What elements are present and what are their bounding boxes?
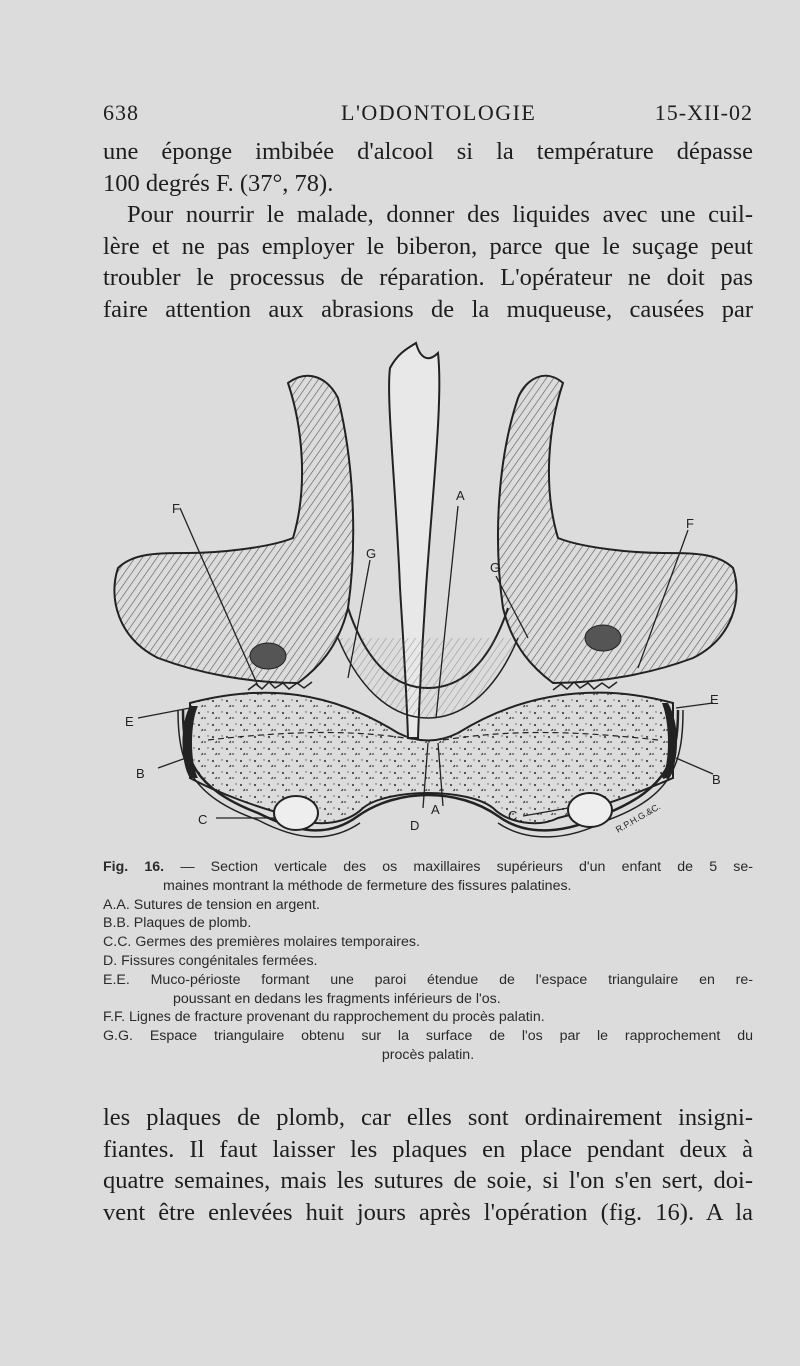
- paragraph-top: [103, 136, 753, 325]
- label-C-left: C: [198, 812, 208, 827]
- text-line: faire attention aux abrasions de la muqueuse, causées par: [103, 295, 753, 323]
- label-C-right: C: [508, 808, 518, 823]
- figure-caption: [103, 858, 753, 1065]
- engraver-signature: R.P.H.G.&C.: [614, 801, 663, 835]
- legend-item: G.G. Espace triangulaire obtenu sur la surface de l'os par le rapprochement du: [103, 1028, 753, 1045]
- maxilla-section-drawing: [98, 338, 753, 843]
- label-E-left: E: [125, 714, 134, 729]
- tooth-germ-right: [568, 793, 612, 827]
- legend-item-continued: procès palatin.: [381, 1046, 475, 1063]
- tooth-germ-left: [274, 796, 318, 830]
- paragraph-bottom: [103, 1102, 753, 1228]
- legend-item: E.E. Muco-périoste formant une paroi étendue de l'espace triangulaire en re-: [103, 971, 753, 988]
- label-F-left: F: [172, 501, 180, 516]
- label-D: D: [410, 818, 420, 833]
- text-line: troubler le processus de réparation. L'opérateur ne doit pas: [103, 264, 753, 291]
- figure-label: Fig. 16.: [103, 859, 165, 875]
- page-number: 638: [103, 100, 139, 125]
- legend-item: F.F. Lignes de fracture provenant du rapprochement du procès palatin.: [103, 1009, 545, 1026]
- text-line: vent être enlevées huit jours après l'opération (fig. 16). A la: [103, 1198, 753, 1226]
- caption-line-2: maines montrant la méthode de fermeture des fissures palatines.: [163, 877, 572, 894]
- left-maxilla: [114, 376, 353, 683]
- label-A-top: A: [456, 488, 465, 503]
- label-B-right: B: [712, 772, 721, 787]
- legend-item: B.B. Plaques de plomb.: [103, 915, 252, 932]
- text-line: lère et ne pas employer le biberon, parce que le suçage peut: [103, 232, 753, 260]
- text-line: une éponge imbibée d'alcool si la température dépasse: [103, 138, 753, 165]
- legend-item-continued: poussant en dedans les fragments inférieurs de l'os.: [173, 990, 501, 1007]
- issue-date: 15-XII-02: [654, 100, 753, 125]
- label-F-right: F: [686, 516, 694, 531]
- caption-text: — Section verticale des os maxillaires supérieurs d'un enfant de 5 se-: [180, 859, 753, 875]
- caption-line-1: [103, 858, 753, 877]
- text-line: fiantes. Il faut laisser les plaques en place pendant deux à: [103, 1135, 753, 1163]
- legend-item: C.C. Germes des premières molaires temporaires.: [103, 934, 420, 951]
- label-B-left: B: [136, 766, 145, 781]
- journal-title: L'ODONTOLOGIE: [341, 100, 537, 125]
- figure-illustration: [98, 338, 753, 843]
- label-G-left: G: [366, 546, 377, 561]
- label-E-right: E: [710, 692, 719, 707]
- text-line: Pour nourrir le malade, donner des liquides avec une cuil-: [127, 201, 753, 228]
- text-line: 100 degrés F. (37°, 78).: [103, 169, 334, 197]
- label-A-bottom: A: [431, 802, 440, 817]
- text-line: quatre semaines, mais les sutures de soie, si l'on s'en sert, doi-: [103, 1167, 753, 1194]
- label-G-right: G: [490, 560, 501, 575]
- legend-item: D. Fissures congénitales fermées.: [103, 952, 318, 969]
- text-line: les plaques de plomb, car elles sont ordinairement insigni-: [103, 1104, 753, 1131]
- legend-item: A.A. Sutures de tension en argent.: [103, 896, 320, 913]
- running-header: [103, 100, 753, 132]
